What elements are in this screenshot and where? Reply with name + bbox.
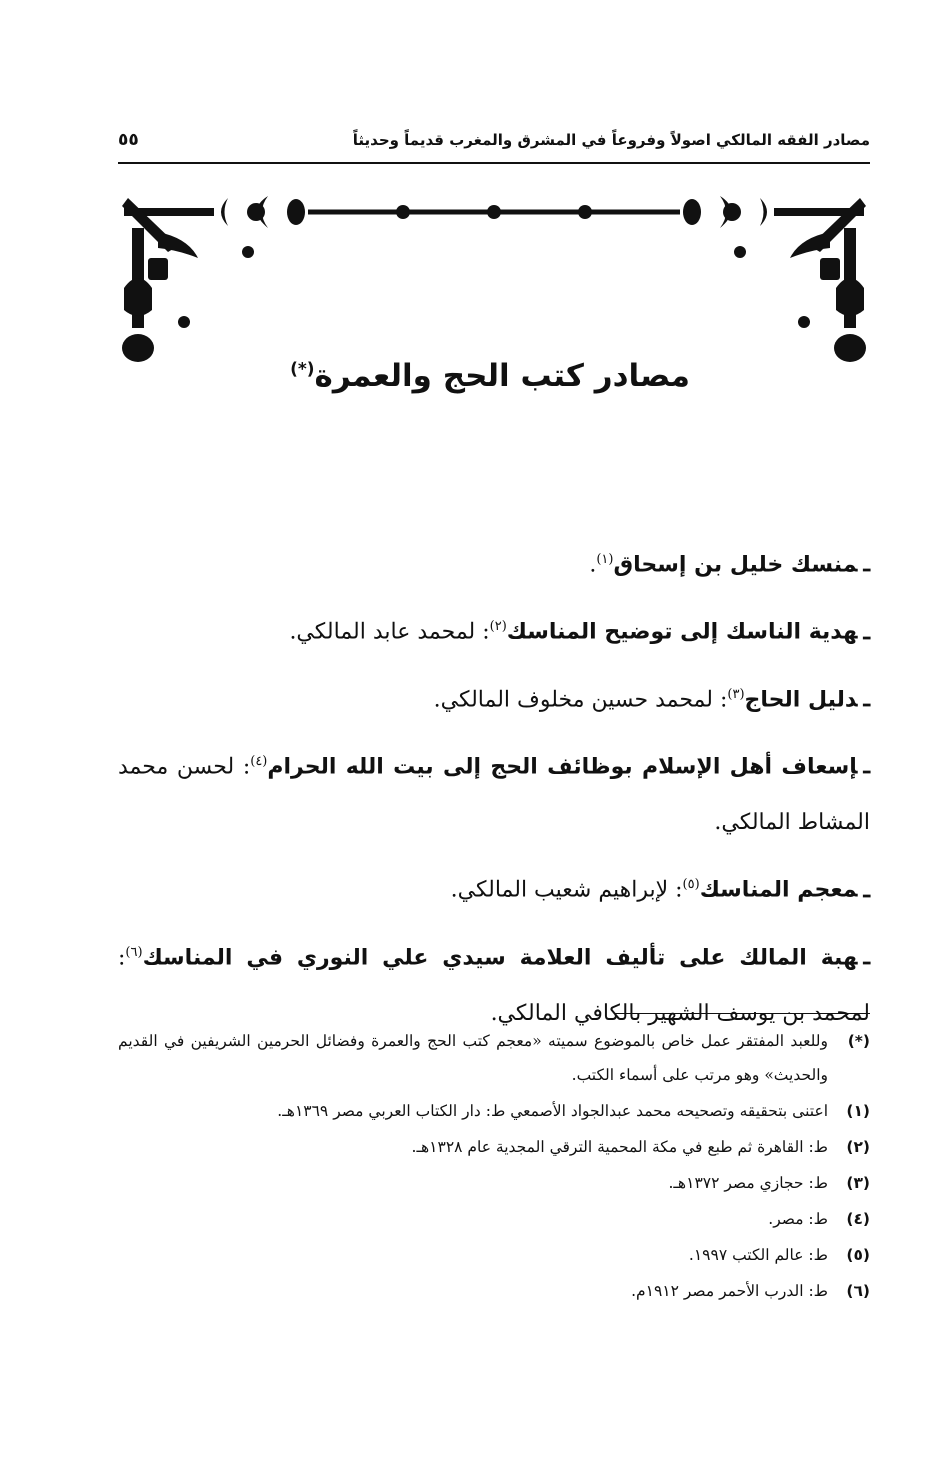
entry-author: : لحسن محمد المشاط المالكي. [118, 754, 870, 836]
footnote-number: (٤) [846, 1210, 870, 1228]
footnotes [118, 1024, 870, 1310]
footnote-number: (*) [847, 1032, 870, 1050]
entry-author: : لمحمد عابد المالكي. [289, 619, 490, 645]
entry-author: : لمحمد بن يوسف الشهير بالكافي المالكي. [118, 944, 870, 1026]
footnote-marker: (٦) [125, 944, 143, 960]
footnote-text: ط: حجازي مصر ١٣٧٢هـ. [668, 1174, 828, 1192]
footnote-text: ط: الدرب الأحمر مصر ١٩١٢م. [631, 1282, 828, 1300]
footnote [118, 1202, 870, 1236]
footnote-marker: (٣) [727, 686, 745, 702]
page-header [118, 118, 870, 164]
footnote-marker: (٥) [682, 877, 700, 893]
page-number: ٥٥ [118, 130, 139, 150]
footnote-number: (١) [846, 1102, 870, 1120]
entry-title: دليل الحاج [744, 686, 858, 712]
list-item [118, 532, 870, 593]
chapter-title [220, 358, 760, 394]
footnote [118, 1024, 870, 1092]
entry-title: معجم المناسك [699, 877, 858, 903]
entry-author: . [589, 552, 597, 578]
footnote-text: ط: القاهرة ثم طبع في مكة المحمية الترقي المجدية عام ١٣٢٨هـ. [411, 1138, 828, 1156]
entry-dash: ـ [863, 876, 870, 903]
footnote [118, 1166, 870, 1200]
entry-dash: ـ [863, 943, 870, 970]
footnote-number: (٣) [846, 1174, 870, 1192]
entry-dash: ـ [863, 551, 870, 578]
footnote [118, 1130, 870, 1164]
right-corner-ornament [720, 196, 866, 362]
entry-title: إسعاف أهل الإسلام بوظائف الحج إلى بيت الله الحرام [267, 754, 858, 780]
footnote-text: ط: مصر. [768, 1210, 828, 1228]
running-header-title: مصادر الفقه المالكي اصولاً وفروعاً في المشرق والمغرب قديماً وحديثاً [352, 131, 870, 149]
chapter-footnote-marker: (*) [290, 359, 315, 380]
ornamental-frame [118, 188, 870, 378]
left-corner-ornament [122, 196, 268, 362]
entry-title: هدية الناسك إلى توضيح المناسك [506, 619, 858, 645]
list-item [118, 599, 870, 660]
footnote [118, 1094, 870, 1128]
entry-dash: ـ [863, 618, 870, 645]
list-item [118, 667, 870, 728]
footnote-text: ط: عالم الكتب ١٩٩٧. [688, 1246, 828, 1264]
entry-author: : لمحمد حسين مخلوف المالكي. [433, 686, 728, 712]
chapter-title-text: مصادر كتب الحج والعمرة [314, 358, 690, 394]
footnote-number: (٢) [846, 1138, 870, 1156]
footnote-separator [615, 1013, 870, 1014]
footnote-text: وللعبد المفتقر عمل خاص بالموضوع سميته «معجم كتب الحج والعمرة وفضائل الحرمين الشريفين في القديم والحديث» وهو مرتب على أسماء الكتب. [118, 1032, 828, 1084]
entries-list [118, 532, 870, 1048]
entry-dash: ـ [863, 753, 870, 780]
entry-dash: ـ [863, 685, 870, 712]
footnote-number: (٥) [846, 1246, 870, 1264]
footnote-marker: (٢) [489, 619, 507, 635]
footnote-marker: (١) [596, 552, 614, 567]
footnote [118, 1238, 870, 1272]
entry-title: هبة المالك على تأليف العلامة سيدي علي النوري في المناسك [142, 944, 858, 970]
list-item [118, 734, 870, 851]
footnote-number: (٦) [846, 1282, 870, 1300]
footnote-marker: (٤) [250, 753, 268, 769]
footnote [118, 1274, 870, 1308]
entry-title: منسك خليل بن إسحاق [613, 552, 858, 578]
footnote-text: اعتنى بتحقيقه وتصحيحه محمد عبدالجواد الأصمعي ط: دار الكتاب العربي مصر ١٣٦٩هـ. [277, 1102, 828, 1120]
entry-author: : لإبراهيم شعيب المالكي. [450, 877, 683, 903]
list-item [118, 857, 870, 918]
